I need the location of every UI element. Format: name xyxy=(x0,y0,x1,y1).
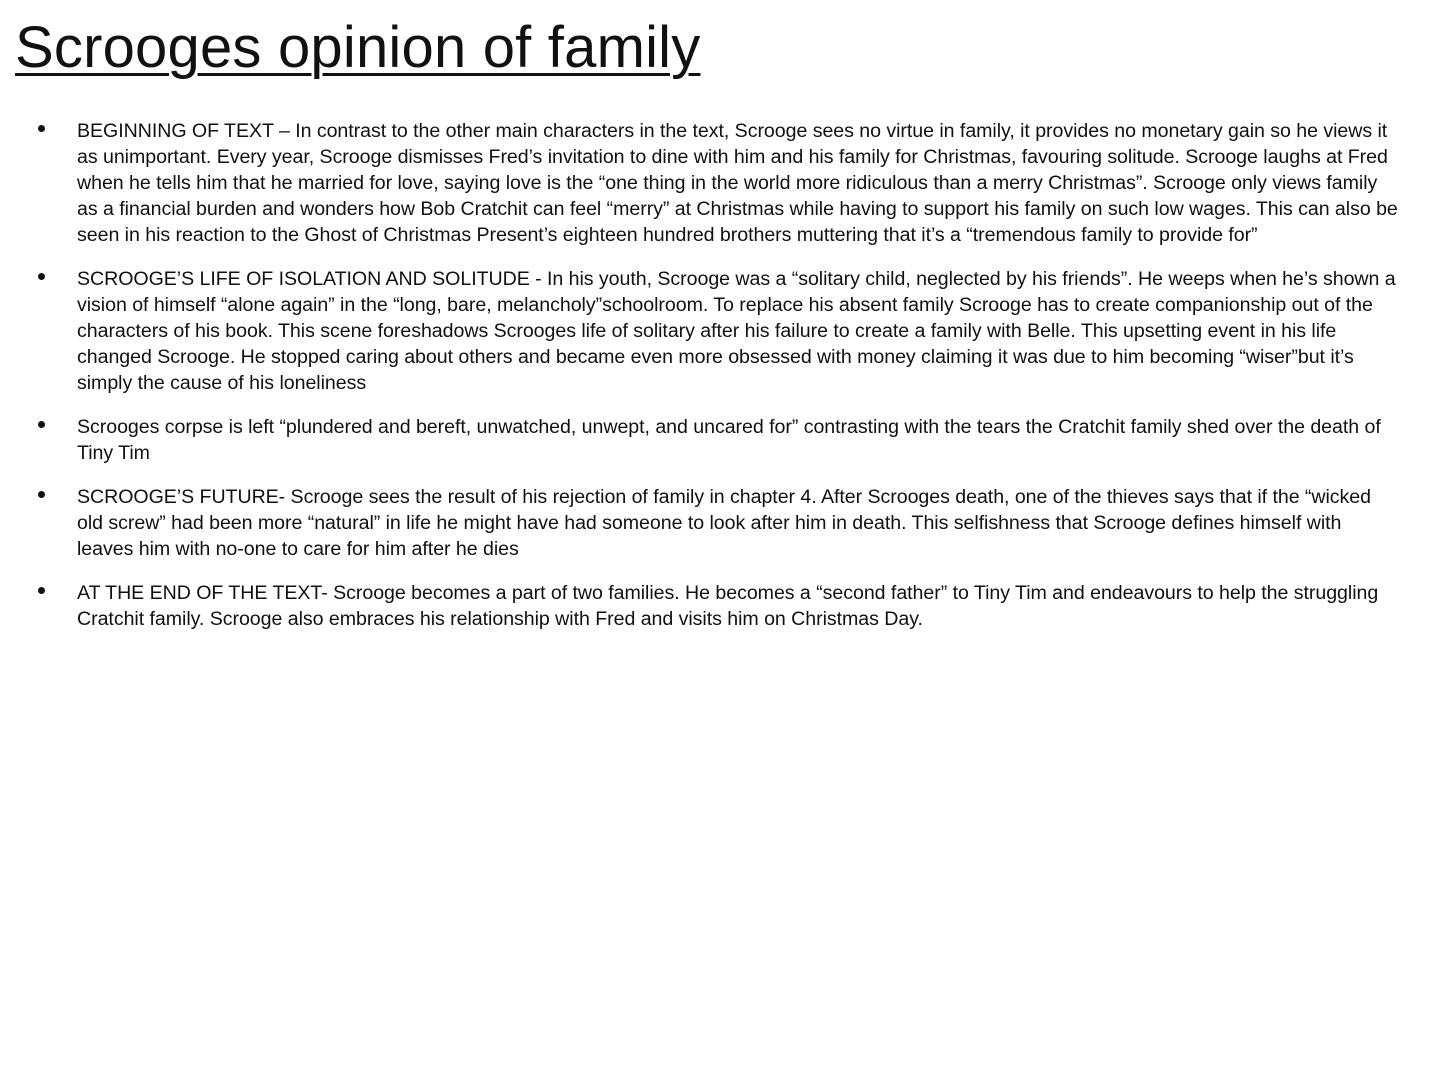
bullet-icon xyxy=(38,125,45,132)
slide-title: Scrooges opinion of family xyxy=(15,15,701,80)
bullet-item xyxy=(0,580,1440,632)
bullet-text: AT THE END OF THE TEXT- Scrooge becomes a part of two families. He becomes a “second father” to Tiny Tim and endeavours to help the struggling Cratchit family. Scrooge also embraces his relationship with Fred and visits him on Christmas Day. xyxy=(77,582,1379,630)
bullet-text: SCROOGE’S LIFE OF ISOLATION AND SOLITUDE - In his youth, Scrooge was a “solitary child, neglected by his friends”. He weeps when he’s shown a vision of himself “alone again” in the “long, bare, melancholy”schoolroom. To replace his absent family Scrooge has to create companionship out of the characters of his book. This scene foreshadows Scrooges life of solitary after his failure to create a family with Belle. This upsetting event in his life changed Scrooge. He stopped caring about others and became even more obsessed with money claiming it was due to him becoming “wiser”but it’s simply the cause of his loneliness xyxy=(77,268,1396,394)
bullet-text: Scrooges corpse is left “plundered and bereft, unwatched, unwept, and uncared for” contrasting with the tears the Cratchit family shed over the death of Tiny Tim xyxy=(77,416,1381,464)
bullet-item xyxy=(0,414,1440,466)
bullet-icon xyxy=(38,421,45,428)
bullet-list xyxy=(0,118,1440,650)
bullet-icon xyxy=(38,273,45,280)
bullet-item xyxy=(0,484,1440,562)
bullet-item xyxy=(0,118,1440,248)
bullet-text: SCROOGE’S FUTURE- Scrooge sees the result of his rejection of family in chapter 4. After Scrooges death, one of the thieves says that if the “wicked old screw” had been more “natural” in life he might have had someone to look after him in death. This selfishness that Scrooge defines himself with leaves him with no-one to care for him after he dies xyxy=(77,486,1371,560)
bullet-icon xyxy=(38,587,45,594)
bullet-item xyxy=(0,266,1440,396)
bullet-text: BEGINNING OF TEXT – In contrast to the other main characters in the text, Scrooge sees no virtue in family, it provides no monetary gain so he views it as unimportant. Every year, Scrooge dismisses Fred’s invitation to dine with him and his family for Christmas, favouring solitude. Scrooge laughs at Fred when he tells him that he married for love, saying love is the “one thing in the world more ridiculous than a merry Christmas”. Scrooge only views family as a financial burden and wonders how Bob Cratchit can feel “merry” at Christmas while having to support his family on such low wages. This can also be seen in his reaction to the Ghost of Christmas Present’s eighteen hundred brothers muttering that it’s a “tremendous family to provide for” xyxy=(77,120,1398,246)
bullet-icon xyxy=(38,491,45,498)
